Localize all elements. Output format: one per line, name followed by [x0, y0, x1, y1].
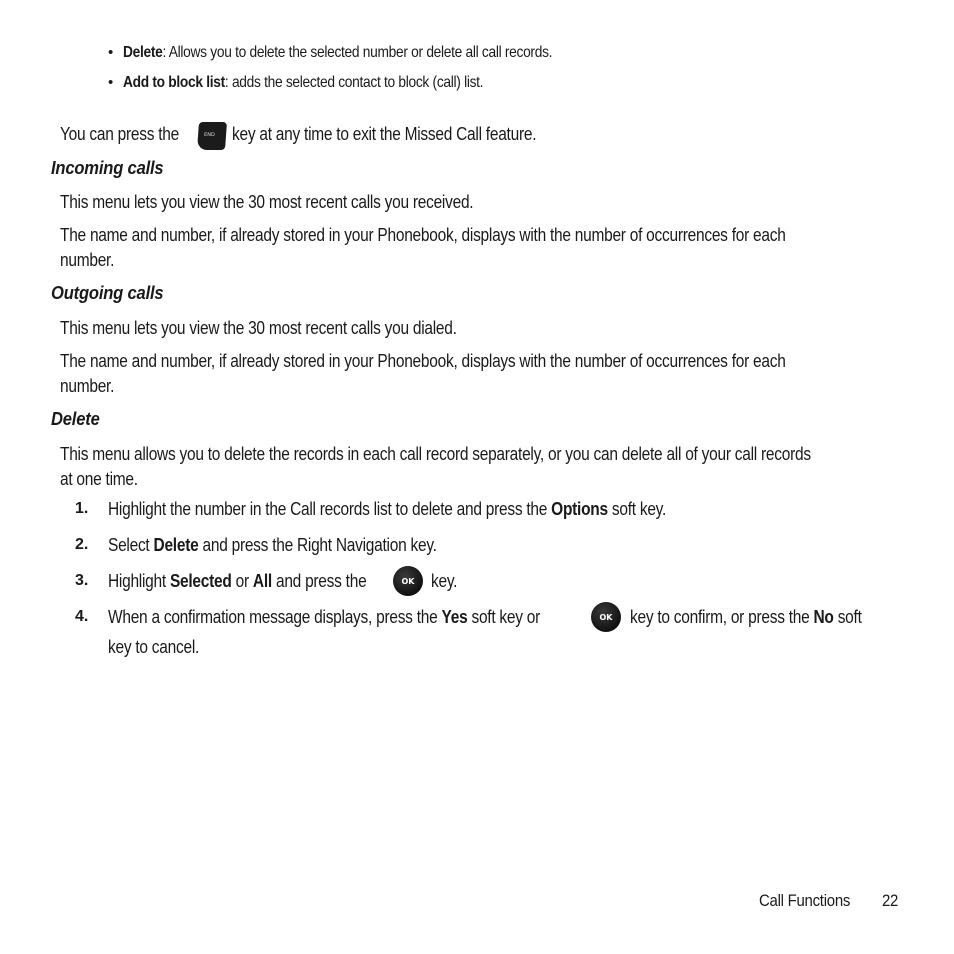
- step-number: 1.: [75, 500, 89, 517]
- delete-paragraph: This menu allows you to delete the records in each call record separately, or you can delete all of your call records: [60, 444, 811, 464]
- step-4-text: When a confirmation message displays, press the Yes soft key or: [108, 607, 541, 627]
- step-4-text-line2: key to cancel.: [108, 637, 200, 657]
- heading-incoming-calls: Incoming calls: [51, 158, 164, 178]
- ok-key-icon: OK: [393, 566, 423, 596]
- bullet-add-to-block-list: Add to block list: adds the selected contact to block (call) list.: [123, 74, 484, 91]
- footer-section-title: Call Functions: [759, 891, 851, 910]
- incoming-paragraph-1: This menu lets you view the 30 most recent calls you received.: [60, 192, 474, 212]
- bullet-dot: •: [108, 44, 114, 61]
- exit-note-after: key at any time to exit the Missed Call feature.: [232, 124, 537, 144]
- step-number: 2.: [75, 536, 89, 553]
- delete-paragraph-cont: at one time.: [60, 469, 138, 489]
- end-key-icon: END: [197, 122, 227, 150]
- ok-key-icon: OK: [591, 602, 621, 632]
- step-4-text-cont: key to confirm, or press the No soft: [630, 607, 862, 627]
- step-3-text-end: key.: [431, 571, 458, 591]
- outgoing-paragraph-2: The name and number, if already stored in your Phonebook, displays with the number of occurrences for each: [60, 351, 786, 371]
- bullet-dot: •: [108, 74, 114, 91]
- incoming-paragraph-2-cont: number.: [60, 250, 115, 270]
- heading-outgoing-calls: Outgoing calls: [51, 283, 164, 303]
- step-1-text: Highlight the number in the Call records list to delete and press the Options soft key.: [108, 499, 667, 519]
- step-number: 3.: [75, 572, 89, 589]
- heading-delete: Delete: [51, 409, 100, 429]
- step-3-text: Highlight Selected or All and press the: [108, 571, 367, 591]
- outgoing-paragraph-1: This menu lets you view the 30 most recent calls you dialed.: [60, 318, 457, 338]
- incoming-paragraph-2: The name and number, if already stored in your Phonebook, displays with the number of occurrences for each: [60, 225, 786, 245]
- step-number: 4.: [75, 608, 89, 625]
- footer-page-number: 22: [882, 891, 899, 910]
- step-2-text: Select Delete and press the Right Navigation key.: [108, 535, 437, 555]
- exit-note-before: You can press the: [60, 124, 179, 144]
- bullet-delete: Delete: Allows you to delete the selected number or delete all call records.: [123, 44, 553, 61]
- outgoing-paragraph-2-cont: number.: [60, 376, 115, 396]
